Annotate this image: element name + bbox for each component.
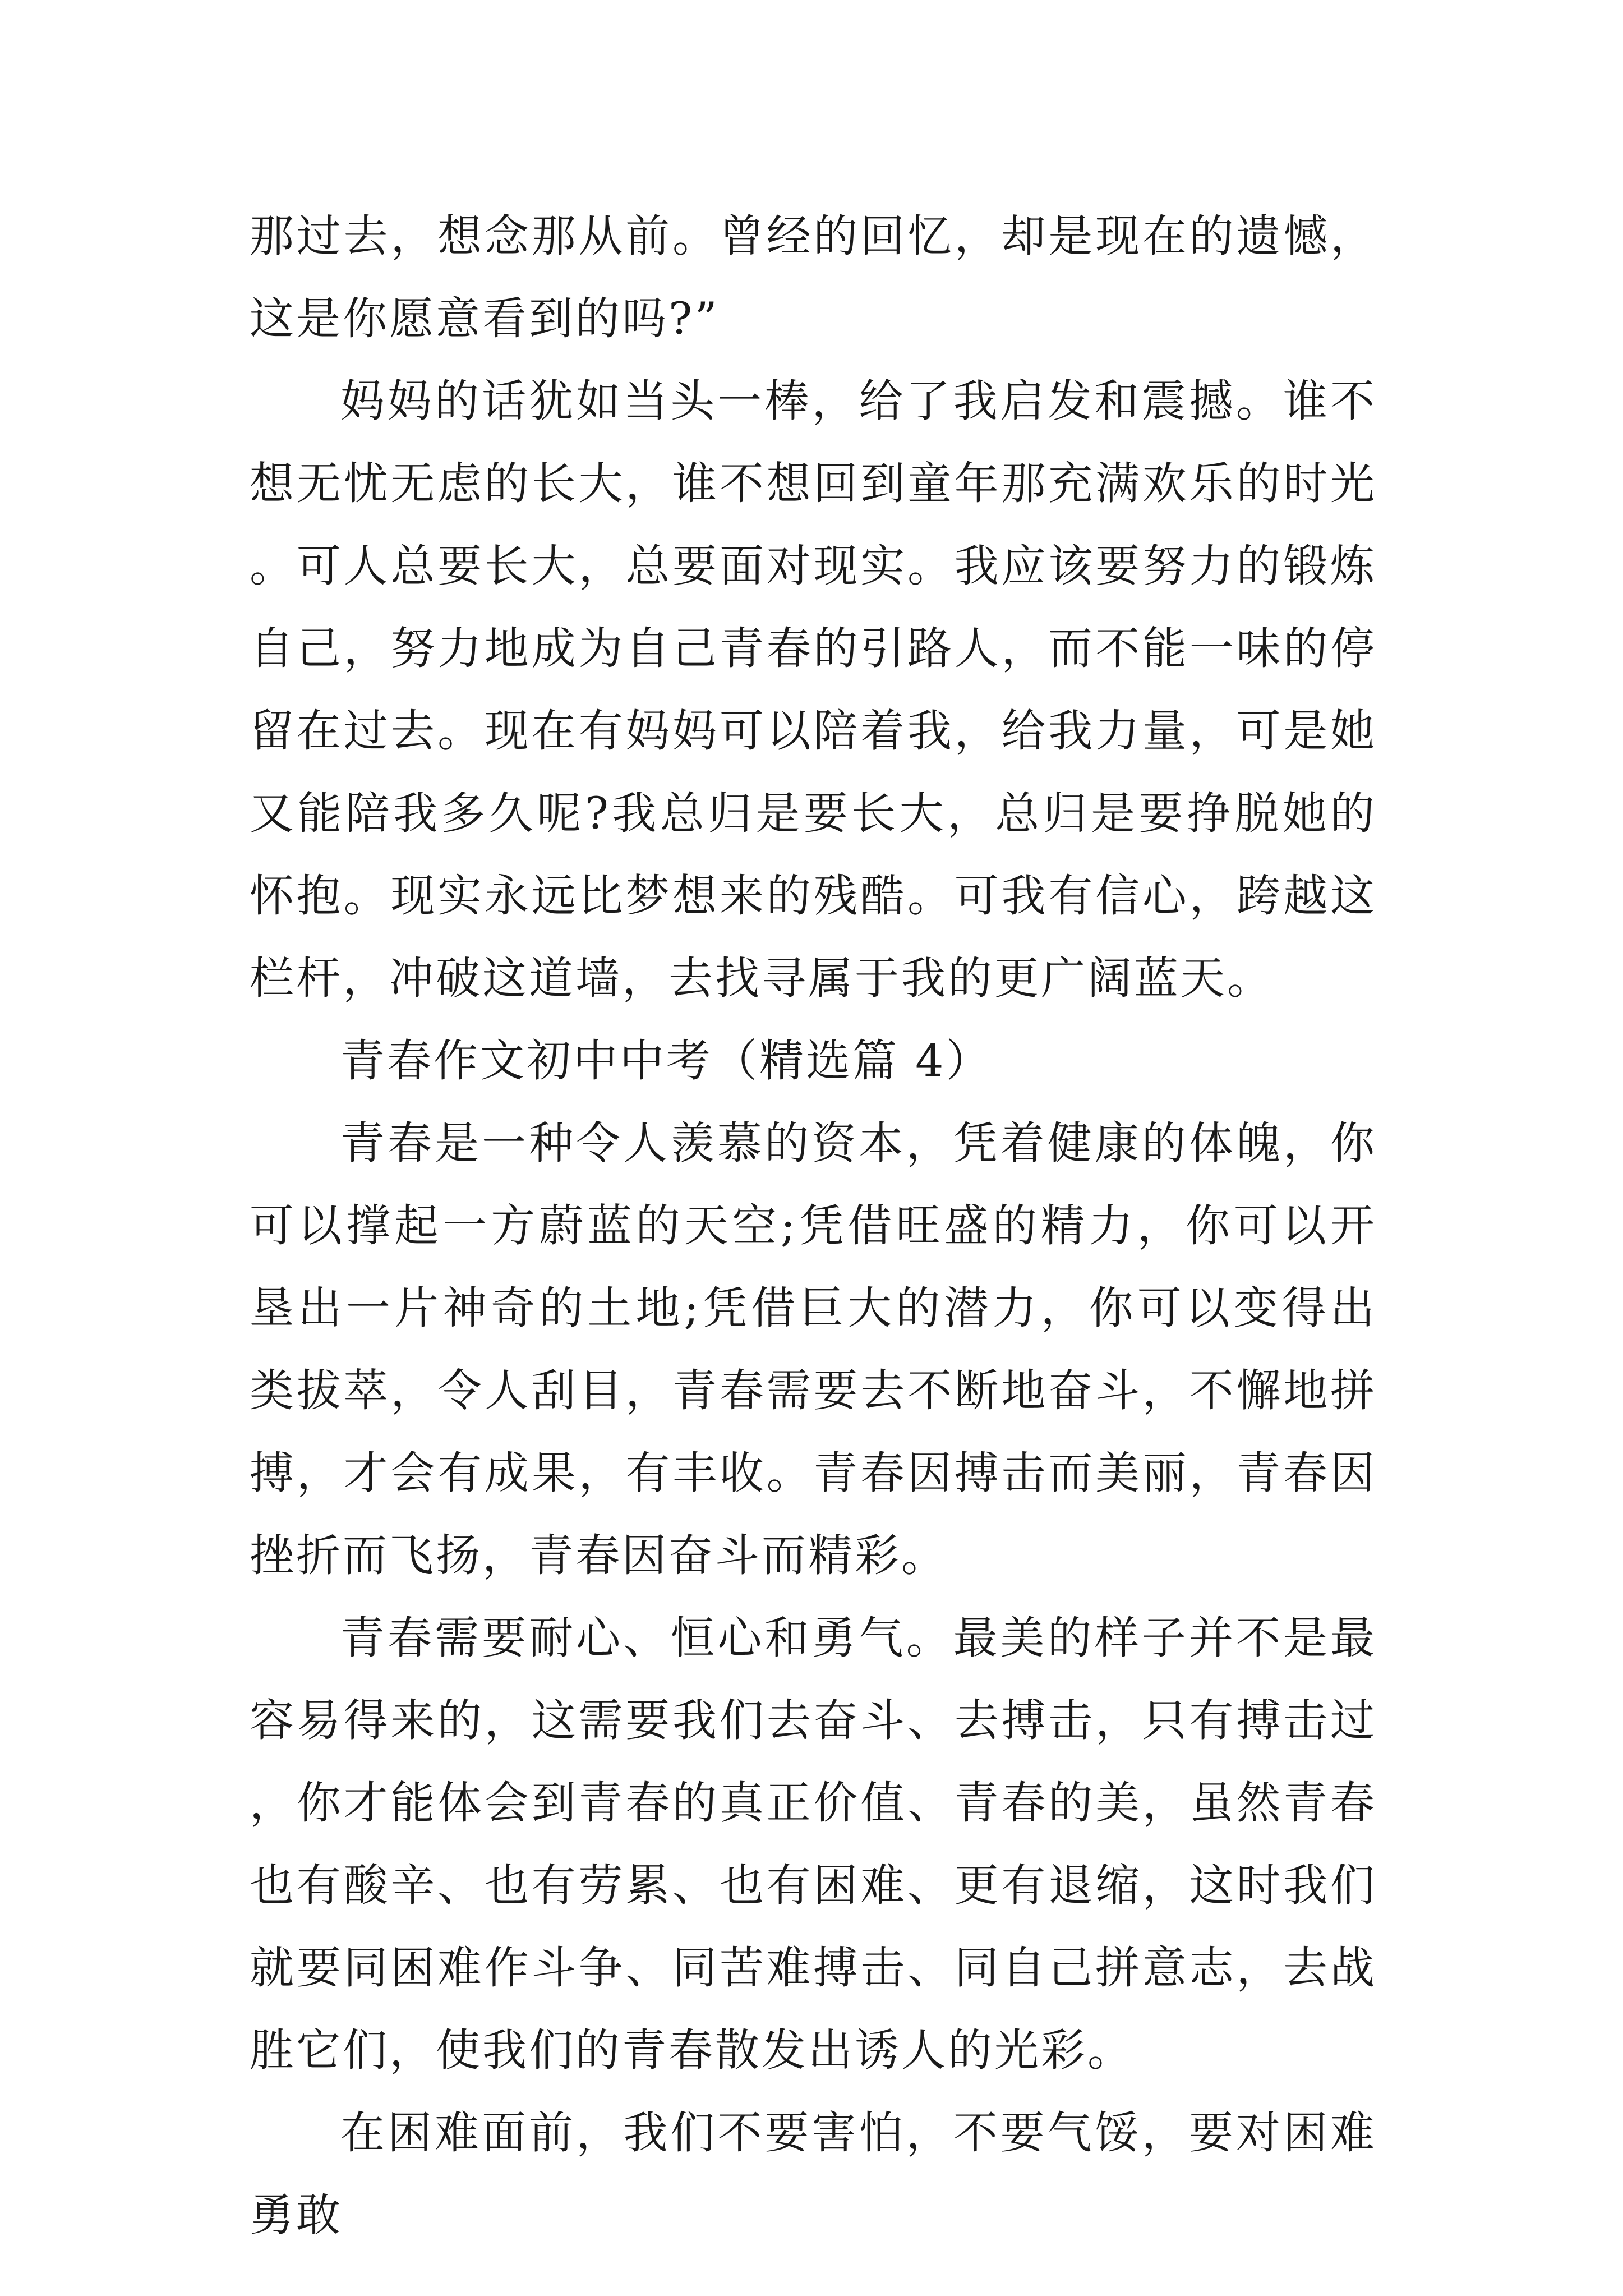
paragraph-mother-words: 妈妈的话犹如当头一棒，给了我启发和震撼。谁不想无忧无虑的长大，谁不想回到童年那充满欢乐的时光。可人总要长大，总要面对现实。我应该要努力的锻炼自己，努力地成为自己青春的引路人，而不能一味的停留在过去。现在有妈妈可以陪着我，给我力量，可是她又能陪我多久呢?我总归是要长大，总归是要挣脱她的怀抱。现实永远比梦想来的残酷。可我有信心，跨越这栏杆，冲破这道墙，去找寻属于我的更广阔蓝天。: [250, 375, 1377, 1004]
section-heading: 青春作文初中中考（精选篇 4）: [340, 1035, 993, 1087]
document-body: [250, 195, 1377, 2257]
paragraph-youth-capital: 青春是一种令人羡慕的资本，凭着健康的体魄，你可以撑起一方蔚蓝的天空;凭借旺盛的精力，你可以开垦出一片神奇的土地;凭借巨大的潜力，你可以变得出类拔萃，令人刮目，青春需要去不断地奋斗，不懈地拼搏，才会有成果，有丰收。青春因搏击而美丽，青春因挫折而飞扬，青春因奋斗而精彩。: [250, 1117, 1377, 1581]
paragraph-continued: 那过去，想念那从前。曾经的回忆，却是现在的遗憾，这是你愿意看到的吗?”: [250, 210, 1377, 344]
paragraph-youth-patience: 青春需要耐心、恒心和勇气。最美的样子并不是最容易得来的，这需要我们去奋斗、去搏击，只有搏击过，你才能体会到青春的真正价值、青春的美，虽然青春也有酸辛、也有劳累、也有困难、更有退缩，这时我们就要同困难作斗争、同苦难搏击、同自己拼意志，去战胜它们，使我们的青春散发出诱人的光彩。: [250, 1612, 1377, 2076]
paragraph-facing-difficulty: 在困难面前，我们不要害怕，不要气馁，要对困难勇敢: [250, 2107, 1377, 2241]
